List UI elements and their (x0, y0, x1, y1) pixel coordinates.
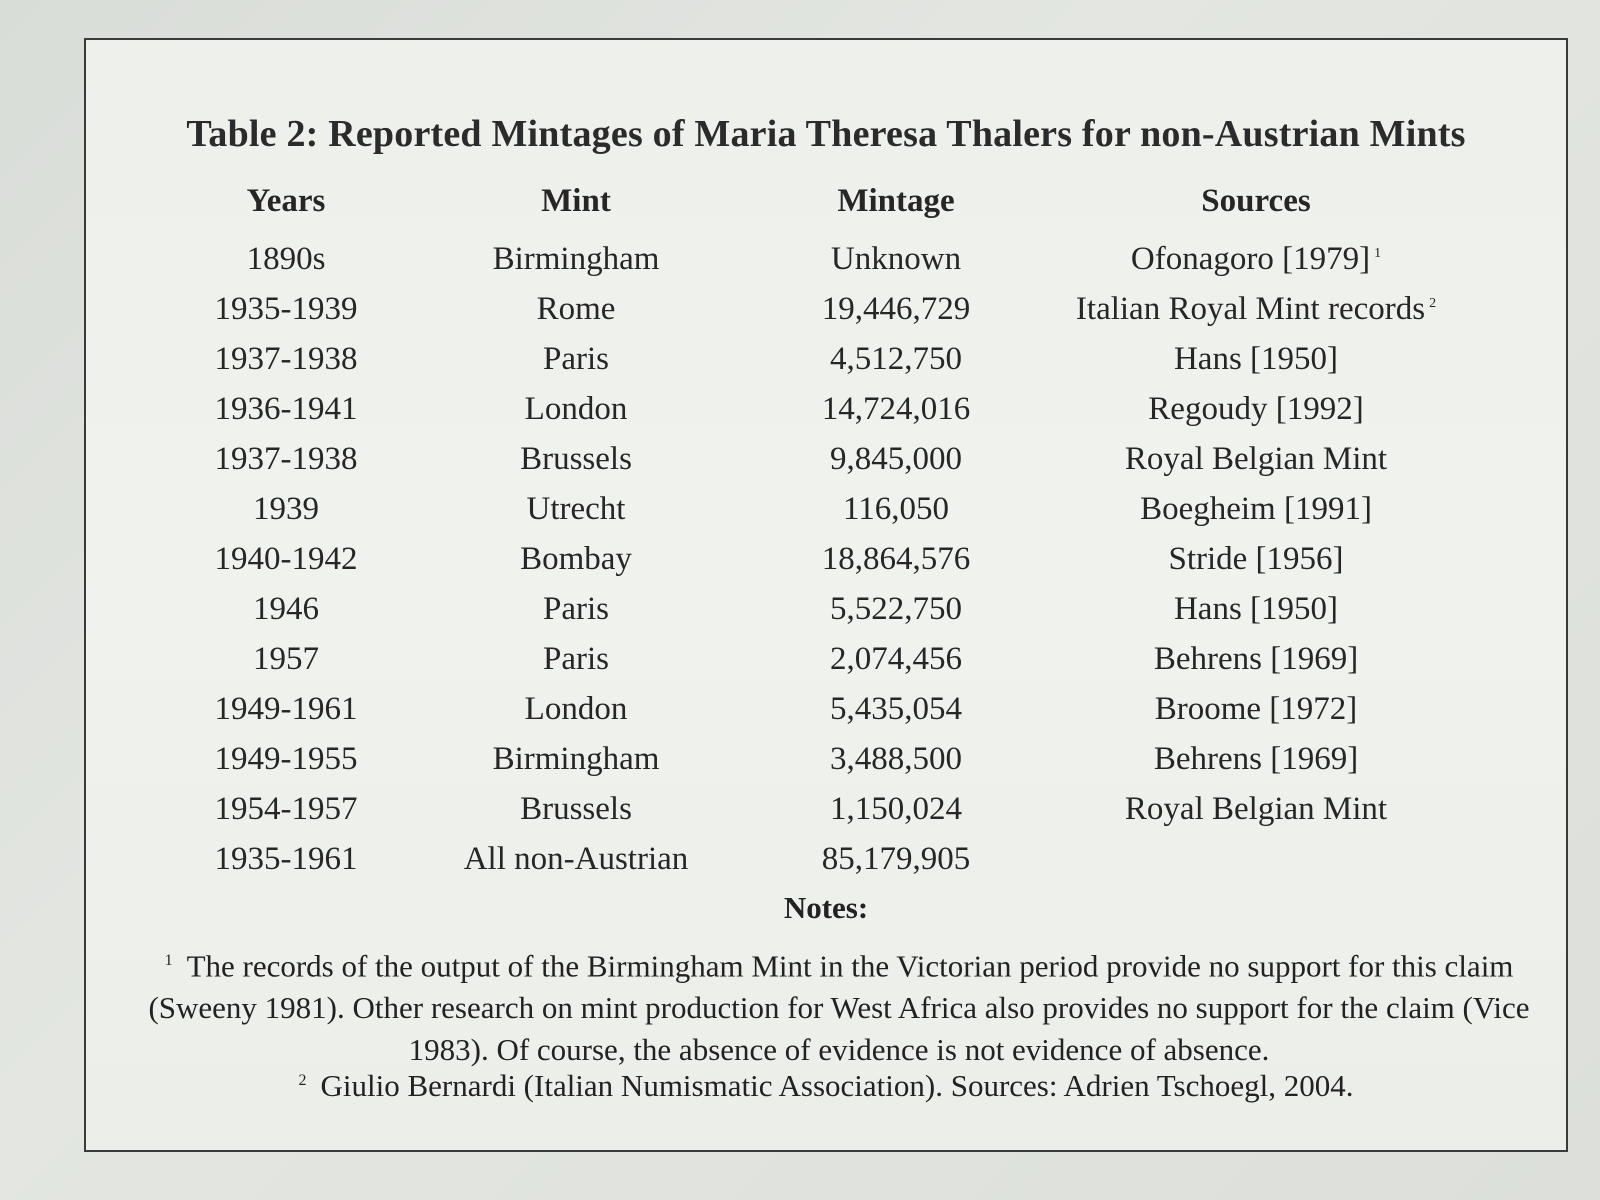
column-header-years: Years (246, 182, 326, 219)
cell-years-text: 1957 (253, 640, 319, 677)
cell-mint (386, 841, 766, 878)
table-row (186, 634, 1486, 684)
cell-source (1026, 341, 1486, 378)
cell-source (1026, 241, 1486, 278)
table-row (186, 734, 1486, 784)
cell-mint-text: Paris (543, 340, 609, 377)
cell-mint-text: Bombay (520, 540, 632, 577)
cell-mintage (766, 541, 1026, 578)
cell-mintage (766, 691, 1026, 728)
cell-mint-text: London (524, 390, 628, 427)
cell-source-text: Italian Royal Mint records (1075, 290, 1426, 327)
cell-source (1026, 541, 1486, 578)
cell-source (1026, 591, 1486, 628)
cell-mint (386, 691, 766, 728)
table-header-row (186, 168, 1486, 234)
cell-mintage (766, 491, 1026, 528)
cell-mint-text: Utrecht (526, 490, 626, 527)
footnote-marker: 2 (1429, 295, 1437, 311)
table-row (186, 434, 1486, 484)
table-row (186, 684, 1486, 734)
cell-years (186, 241, 386, 278)
cell-years (186, 291, 386, 328)
cell-mintage-text: 5,435,054 (830, 690, 962, 727)
cell-source (1026, 491, 1486, 528)
column-header-sources: Sources (1201, 182, 1311, 219)
cell-mint-text: All non-Austrian (463, 840, 689, 877)
cell-years (186, 441, 386, 478)
cell-mint-text: Birmingham (492, 740, 660, 777)
cell-source (1026, 291, 1486, 328)
cell-mint (386, 291, 766, 328)
cell-mintage (766, 791, 1026, 828)
cell-mintage-text: 4,512,750 (830, 340, 962, 377)
cell-mint (386, 391, 766, 428)
cell-years-text: 1939 (253, 490, 319, 527)
cell-source-text: Royal Belgian Mint (1124, 440, 1388, 477)
footnote-2-text: Giulio Bernardi (Italian Numismatic Association). Sources: Adrien Tschoegl, 2004. (320, 1068, 1354, 1103)
footnote-marker: 1 (1374, 245, 1382, 261)
cell-mintage-text: 85,179,905 (821, 840, 971, 877)
cell-years (186, 541, 386, 578)
cell-mintage (766, 241, 1026, 278)
table-row (186, 234, 1486, 284)
cell-mintage (766, 441, 1026, 478)
cell-years-text: 1949-1961 (214, 690, 358, 727)
cell-source-text: Boegheim [1991] (1140, 490, 1372, 527)
cell-years-text: 1890s (246, 240, 326, 277)
table-row (186, 334, 1486, 384)
table-row (186, 784, 1486, 834)
cell-years (186, 591, 386, 628)
cell-years-text: 1954-1957 (214, 790, 358, 827)
cell-mintage-text: 1,150,024 (830, 790, 962, 827)
cell-mint-text: Paris (543, 590, 609, 627)
table-row (186, 584, 1486, 634)
footnote-2 (86, 1068, 1566, 1104)
cell-mint-text: Brussels (520, 790, 632, 827)
cell-years (186, 741, 386, 778)
table-row (186, 284, 1486, 334)
cell-years-text: 1935-1939 (214, 290, 358, 327)
cell-source-text: Behrens [1969] (1153, 640, 1359, 677)
cell-source-text: Behrens [1969] (1153, 740, 1359, 777)
cell-mint (386, 441, 766, 478)
cell-years-text: 1935-1961 (214, 840, 358, 877)
cell-mintage-text: 2,074,456 (830, 640, 962, 677)
cell-mintage-text: 9,845,000 (830, 440, 962, 477)
cell-mint (386, 591, 766, 628)
cell-years (186, 791, 386, 828)
cell-years (186, 691, 386, 728)
table-row (186, 834, 1486, 884)
cell-mint (386, 341, 766, 378)
footnote-1-text: The records of the output of the Birmingham Mint in the Victorian period provide no support for this claim (Sweeny 1981). Other research on mint production for West Africa also provides no support for the claim (Vice 1983). Of course, the absence of evidence is not evidence of absence. (148, 948, 1530, 1068)
cell-source (1026, 391, 1486, 428)
cell-years (186, 841, 386, 878)
footnote-1-marker: 1 (164, 952, 173, 969)
cell-mint-text: Birmingham (492, 240, 660, 277)
cell-source (1026, 741, 1486, 778)
cell-years-text: 1946 (253, 590, 319, 627)
cell-mintage (766, 391, 1026, 428)
cell-mintage (766, 841, 1026, 878)
cell-source-text: Broome [1972] (1154, 690, 1358, 727)
cell-source (1026, 641, 1486, 678)
cell-mintage (766, 591, 1026, 628)
cell-years (186, 641, 386, 678)
table-body (186, 234, 1486, 884)
cell-years-text: 1949-1955 (214, 740, 358, 777)
cell-mint (386, 541, 766, 578)
cell-mintage-text: 116,050 (842, 490, 950, 527)
cell-mintage-text: 3,488,500 (830, 740, 962, 777)
cell-mintage-text: 18,864,576 (821, 540, 971, 577)
cell-mint (386, 641, 766, 678)
cell-mintage (766, 341, 1026, 378)
cell-mint-text: Paris (543, 640, 609, 677)
cell-years (186, 491, 386, 528)
cell-years-text: 1940-1942 (214, 540, 358, 577)
cell-years (186, 391, 386, 428)
cell-source-text: Hans [1950] (1173, 340, 1339, 377)
table-row (186, 484, 1486, 534)
column-header-mintage: Mintage (837, 182, 955, 219)
footnote-1 (134, 940, 1544, 1071)
cell-mint-text: London (524, 690, 628, 727)
table-title: Table 2: Reported Mintages of Maria Theresa Thalers for non-Austrian Mints (186, 113, 1466, 155)
cell-source (1026, 441, 1486, 478)
cell-mintage-text: 19,446,729 (821, 290, 971, 327)
cell-mintage-text: 5,522,750 (830, 590, 962, 627)
column-header-mint: Mint (541, 182, 611, 219)
cell-mintage-text: 14,724,016 (821, 390, 971, 427)
cell-source-text: Regoudy [1992] (1148, 390, 1364, 427)
cell-mintage (766, 291, 1026, 328)
cell-years-text: 1937-1938 (214, 340, 358, 377)
footnote-2-marker: 2 (298, 1071, 307, 1089)
cell-mint (386, 741, 766, 778)
notes-heading: Notes: (783, 890, 869, 925)
cell-mint-text: Rome (536, 290, 616, 327)
cell-mint (386, 241, 766, 278)
cell-mint (386, 491, 766, 528)
table-row (186, 384, 1486, 434)
cell-source-text: Stride [1956] (1168, 540, 1344, 577)
table-frame (84, 38, 1568, 1152)
cell-source (1026, 791, 1486, 828)
cell-years (186, 341, 386, 378)
cell-mint-text: Brussels (520, 440, 632, 477)
cell-years-text: 1937-1938 (214, 440, 358, 477)
table-row (186, 534, 1486, 584)
mintage-table (186, 168, 1486, 884)
cell-mintage-text: Unknown (830, 240, 962, 277)
cell-source-text: Ofonagoro [1979] (1130, 240, 1371, 277)
cell-mintage (766, 641, 1026, 678)
cell-source-text: Hans [1950] (1173, 590, 1339, 627)
cell-mintage (766, 741, 1026, 778)
cell-source (1026, 691, 1486, 728)
cell-source-text: Royal Belgian Mint (1124, 790, 1388, 827)
cell-years-text: 1936-1941 (214, 390, 358, 427)
cell-mint (386, 791, 766, 828)
